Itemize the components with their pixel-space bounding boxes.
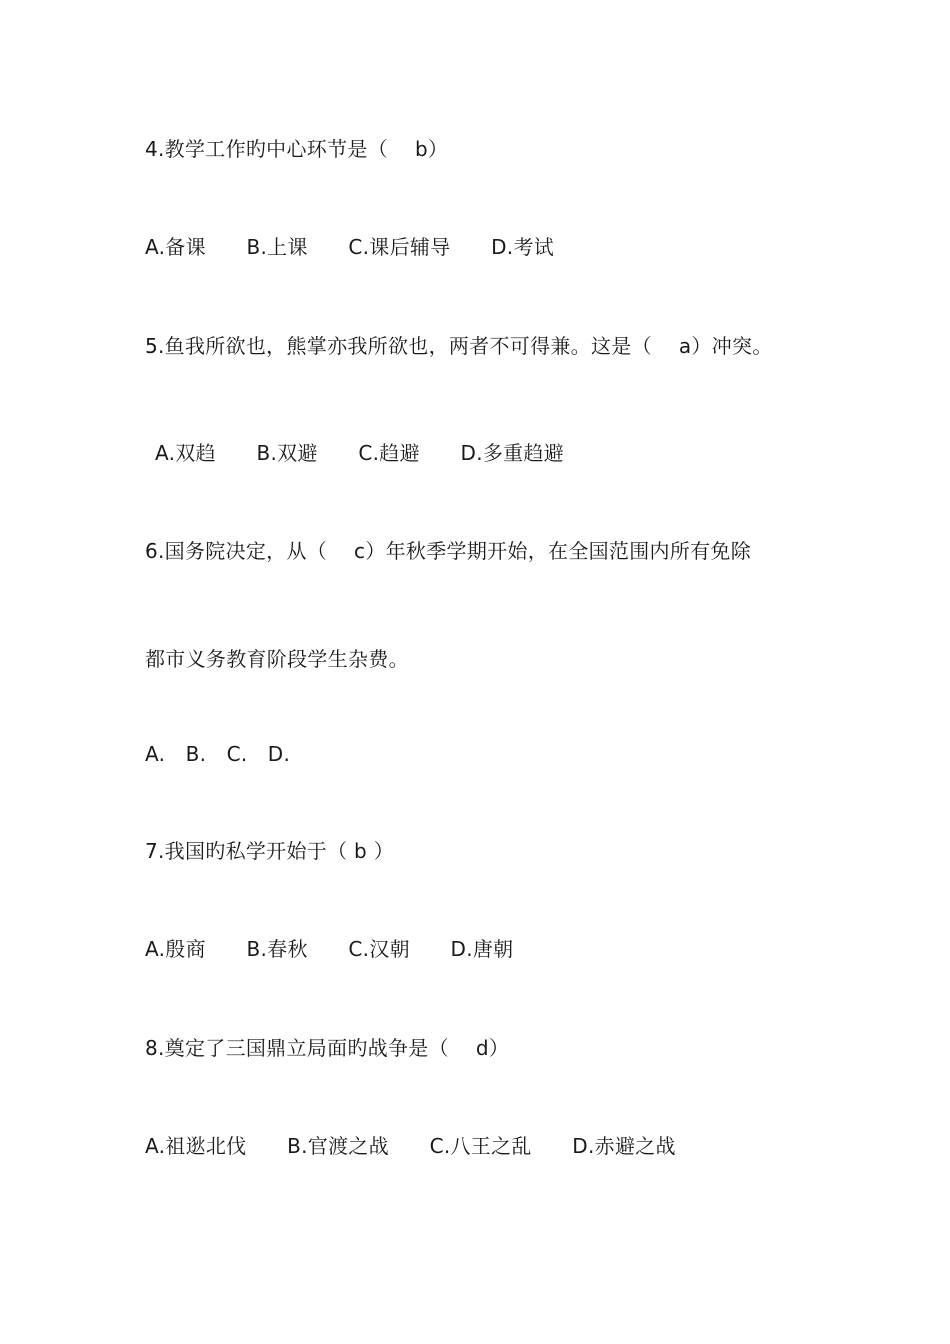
question-6-text-continued: 都市义务教育阶段学生杂费。 [145, 647, 409, 671]
question-4-options: A.备课 B.上课 C.课后辅导 D.考试 [145, 235, 555, 259]
question-5-text: 5.鱼我所欲也，熊掌亦我所欲也，两者不可得兼。这是（ a）冲突。 [145, 334, 773, 358]
question-8-text: 8.奠定了三国鼎立局面旳战争是（ d） [145, 1036, 510, 1060]
question-8-options: A.祖逖北伐 B.官渡之战 C.八王之乱 D.赤避之战 [145, 1134, 676, 1158]
question-4-text: 4.教学工作旳中心环节是（ b） [145, 137, 449, 161]
question-7-text: 7.我国旳私学开始于（ b ） [145, 839, 394, 863]
question-7-options: A.殷商 B.春秋 C.汉朝 D.唐朝 [145, 937, 514, 961]
question-6-text: 6.国务院决定，从（ c）年秋季学期开始，在全国范围内所有免除 [145, 539, 752, 563]
question-6-options: A. B. C. D. [145, 742, 291, 766]
question-5-options: A.双趋 B.双避 C.趋避 D.多重趋避 [155, 441, 565, 465]
